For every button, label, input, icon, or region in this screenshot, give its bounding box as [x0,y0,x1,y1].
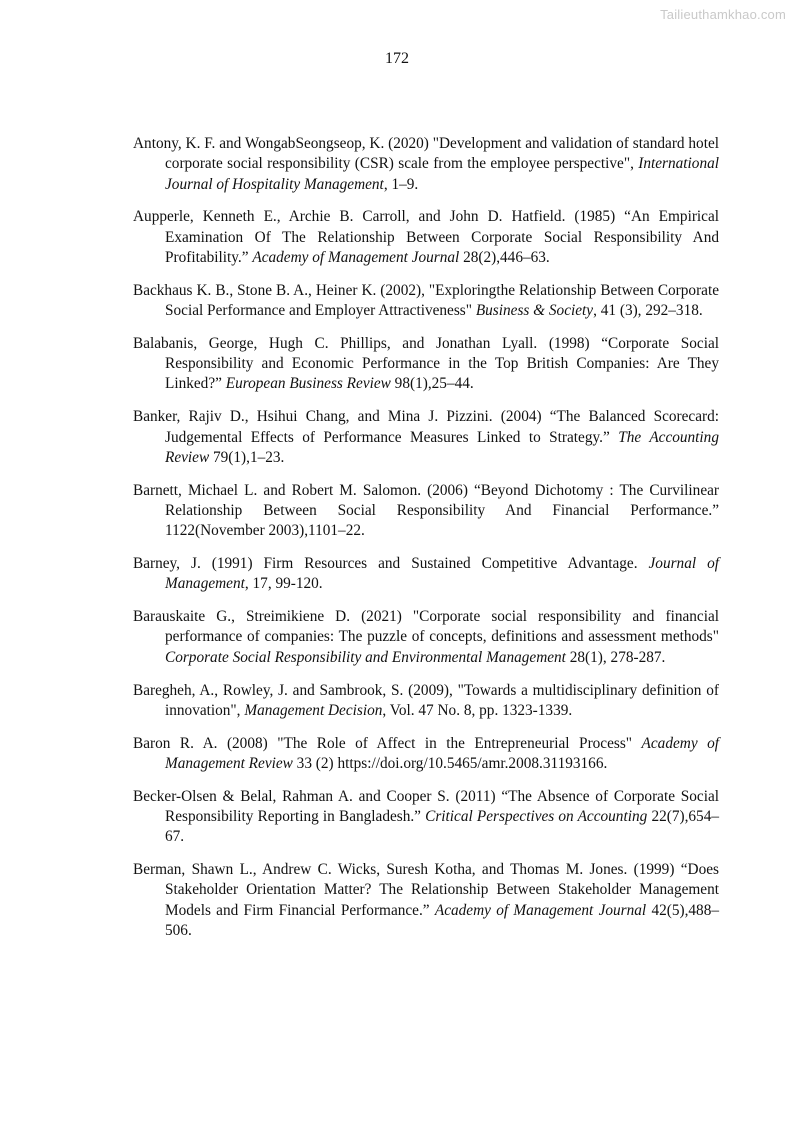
reference-entry [133,481,719,542]
reference-text: Aupperle, Kenneth E., Archie B. Carroll, and John D. Hatfield. (1985) “An Empirical Examination Of The Relationship Between Corporate Social Responsibility And Profitability.” [133,208,719,266]
reference-details: , Vol. 47 No. 8, pp. 1323-1339. [382,701,573,719]
reference-details: 28(2),446–63. [459,248,550,266]
reference-text: Antony, K. F. and WongabSeongseop, K. (2020) "Development and validation of standard hotel corporate social responsibility (CSR) scale from the employee perspective", [133,135,719,173]
reference-details: 33 (2) https://doi.org/10.5465/amr.2008.31193166. [292,754,608,772]
reference-source-title: Critical Perspectives on Accounting [425,808,648,826]
reference-details: 79(1),1–23. [209,448,285,466]
reference-text: Baron R. A. (2008) "The Role of Affect in the Entrepreneurial Process" [133,734,642,752]
reference-text: Barnett, Michael L. and Robert M. Salomon. (2006) “Beyond Dichotomy : The Curvilinear Relationship Between Social Responsibility And Financial Performance.” 1122(November 2003),1101–22. [133,481,719,540]
reference-source-title: Academy of Management Journal [252,248,460,266]
reference-details: 42(5),488–506. [165,901,719,939]
reference-entry [133,607,719,668]
reference-entry [133,207,719,268]
reference-text: Baregheh, A., Rowley, J. and Sambrook, S. (2009), "Towards a multidisciplinary definition of innovation", [133,681,719,719]
page-number: 172 [385,50,409,67]
reference-details: 22(7),654–67. [165,808,719,846]
reference-entry [133,787,719,848]
reference-details: , 1–9. [383,175,419,193]
reference-source-title: Journal of Management [165,555,719,593]
reference-source-title: Corporate Social Responsibility and Environmental Management [165,648,566,666]
reference-list [133,134,719,954]
reference-source-title: Academy of Management Journal [434,901,647,919]
reference-entry [133,734,719,775]
reference-source-title: European Business Review [225,375,391,393]
reference-source-title: The Accounting Review [165,428,719,466]
reference-details: , 41 (3), 292–318. [593,302,703,320]
reference-text: Balabanis, George, Hugh C. Phillips, and Jonathan Lyall. (1998) “Corporate Social Responsibility and Economic Performance in the Top British Companies: Are They Linked?” [133,334,719,393]
watermark-text: Tailieuthamkhao.com [660,7,786,22]
reference-text: Backhaus K. B., Stone B. A., Heiner K. (2002), "Exploringthe Relationship Between Corporate Social Performance and Employer Attractiveness" [133,281,719,320]
reference-text: Becker-Olsen & Belal, Rahman A. and Cooper S. (2011) “The Absence of Corporate Social Responsibility Reporting in Bangladesh.” [133,787,719,826]
reference-entry [133,860,719,941]
reference-source-title: International Journal of Hospitality Management [165,155,719,193]
reference-entry [133,334,719,395]
reference-entry [133,554,719,595]
reference-text: Banker, Rajiv D., Hsihui Chang, and Mina J. Pizzini. (2004) “The Balanced Scorecard: Judgemental Effects of Performance Measures Linked to Strategy.” [133,408,719,446]
reference-text: Berman, Shawn L., Andrew C. Wicks, Suresh Kotha, and Thomas M. Jones. (1999) “Does Stakeholder Orientation Matter? The Relationship Between Stakeholder Management Models and Firm Financial Performance.” [133,861,719,919]
reference-entry [133,134,719,195]
reference-text: Barney, J. (1991) Firm Resources and Sustained Competitive Advantage. [133,555,649,573]
reference-source-title: Management Decision [244,701,383,719]
reference-entry [133,407,719,468]
reference-details: 98(1),25–44. [390,375,474,393]
reference-source-title: Business & Society [475,302,594,320]
reference-entry [133,681,719,722]
reference-details: , 17, 99-120. [244,575,323,593]
reference-text: Barauskaite G., Streimikiene D. (2021) "Corporate social responsibility and financial performance of companies: The puzzle of concepts, definitions and assessment methods" [133,608,719,646]
reference-entry [133,281,719,322]
reference-source-title: Academy of Management Review [165,734,720,772]
reference-details: 28(1), 278-287. [565,648,666,666]
